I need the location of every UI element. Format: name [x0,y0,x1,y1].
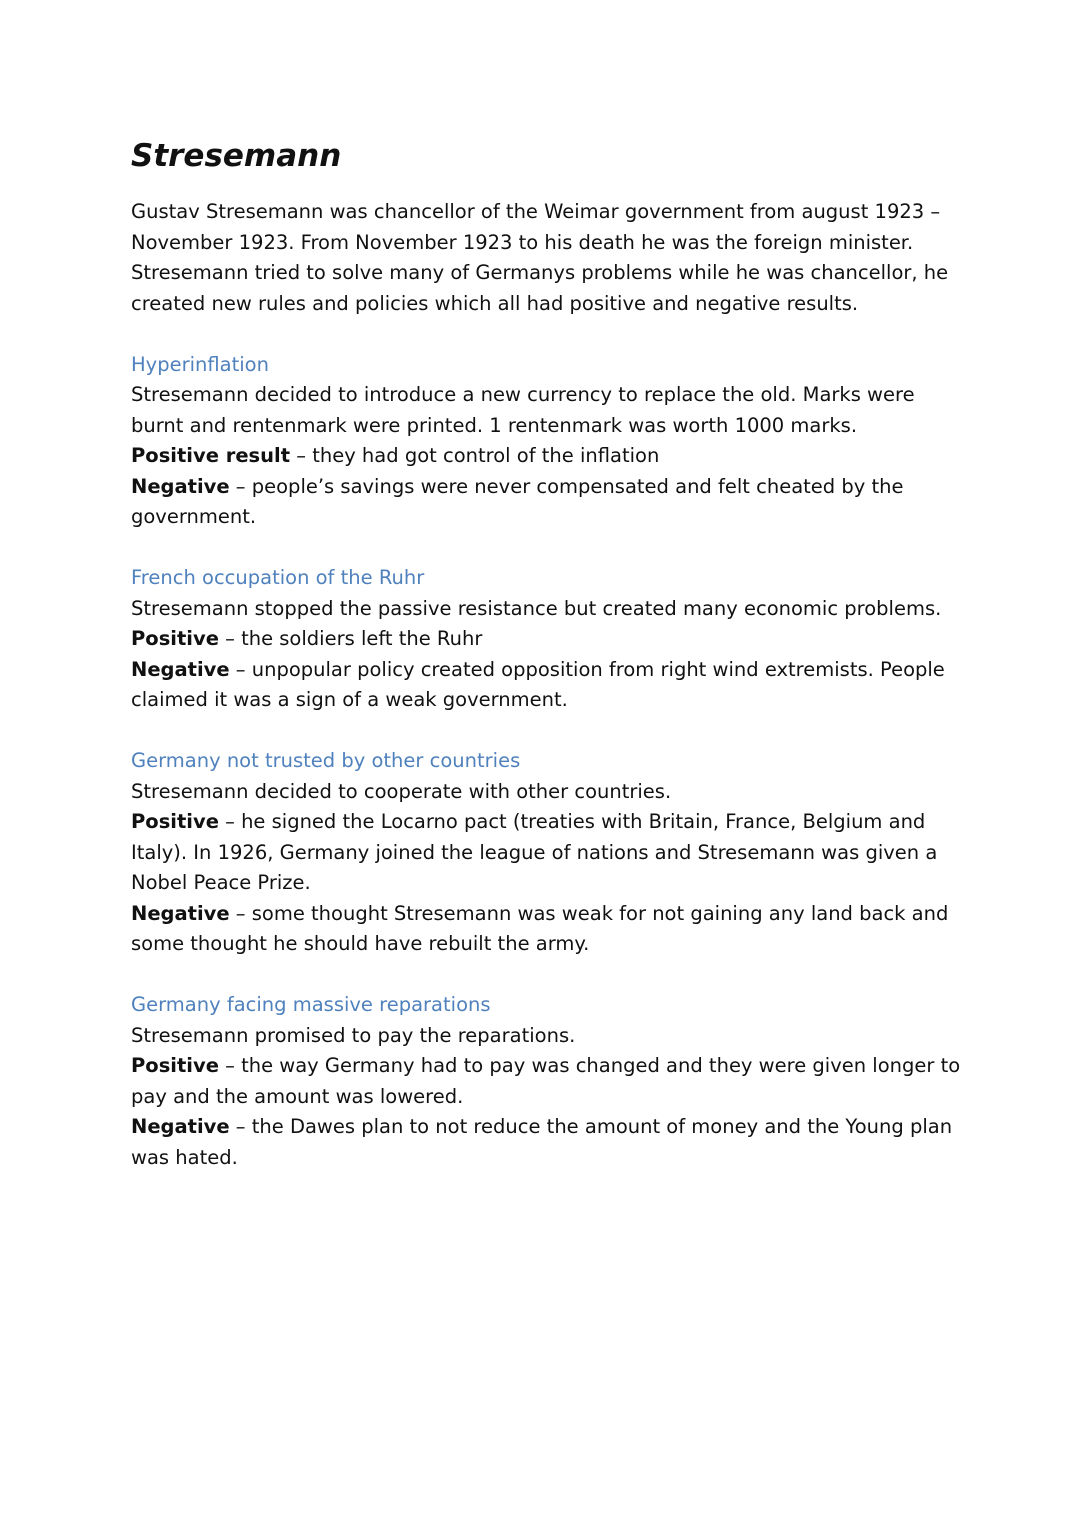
section-body: Stresemann promised to pay the reparations. [131,1023,576,1047]
negative-result [131,1112,961,1173]
negative-text: – people’s savings were never compensated and felt cheated by the government. [131,474,904,528]
positive-text: – the way Germany had to pay was changed and they were given longer to pay and the amount was lowered. [131,1054,961,1108]
negative-label: Negative [131,474,230,498]
section-reparations [131,990,961,1173]
negative-text: – unpopular policy created opposition from right wind extremists. People claimed it was a sign of a weak government. [131,657,945,711]
section-heading: Germany facing massive reparations [131,993,491,1016]
section-heading: Germany not trusted by other countries [131,749,521,772]
section-body: Stresemann decided to introduce a new currency to replace the old. Marks were burnt and rentenmark were printed. 1 rentenmark was worth 1000 marks. [131,383,915,437]
section-body: Stresemann decided to cooperate with other countries. [131,779,672,803]
page-title: Stresemann [131,138,342,174]
positive-text: – they had got control of the inflation [290,444,660,467]
intro-paragraph-2: Stresemann tried to solve many of Germanys problems while he was chancellor, he created new rules and policies which all had positive and negative results. [131,261,949,315]
positive-text: – he signed the Locarno pact (treaties with Britain, France, Belgium and Italy). In 1926, Germany joined the league of nations and Stresemann was given a Nobel Peace Prize. [131,810,938,894]
negative-result [131,899,961,960]
section-hyperinflation [131,350,961,533]
positive-result [131,1051,961,1112]
negative-text: – some thought Stresemann was weak for not gaining any land back and some thought he should have rebuilt the army. [131,901,949,955]
document-page [131,128,961,1173]
section-not-trusted [131,746,961,960]
negative-result [131,655,961,716]
positive-result [131,624,961,655]
intro-paragraph-1: Gustav Stresemann was chancellor of the Weimar government from august 1923 – November 1923. From November 1923 to his death he was the foreign minister. [131,200,941,254]
section-body: Stresemann stopped the passive resistance but created many economic problems. [131,596,942,620]
negative-label: Negative [131,901,230,925]
section-heading: Hyperinflation [131,352,269,376]
section-heading: French occupation of the Ruhr [131,566,425,589]
positive-result [131,807,961,899]
positive-label: Positive [131,1054,219,1077]
positive-result [131,441,961,472]
section-spacer [131,716,961,747]
positive-label: Positive result [131,444,291,467]
negative-text: – the Dawes plan to not reduce the amount of money and the Young plan was hated. [131,1115,953,1169]
negative-label: Negative [131,1115,230,1138]
section-spacer [131,960,961,991]
negative-result [131,472,961,533]
negative-label: Negative [131,657,230,681]
positive-label: Positive [131,810,219,833]
section-spacer [131,533,961,564]
section-ruhr-occupation [131,563,961,716]
positive-text: – the soldiers left the Ruhr [218,627,483,650]
positive-label: Positive [131,627,219,650]
section-spacer [131,319,961,350]
